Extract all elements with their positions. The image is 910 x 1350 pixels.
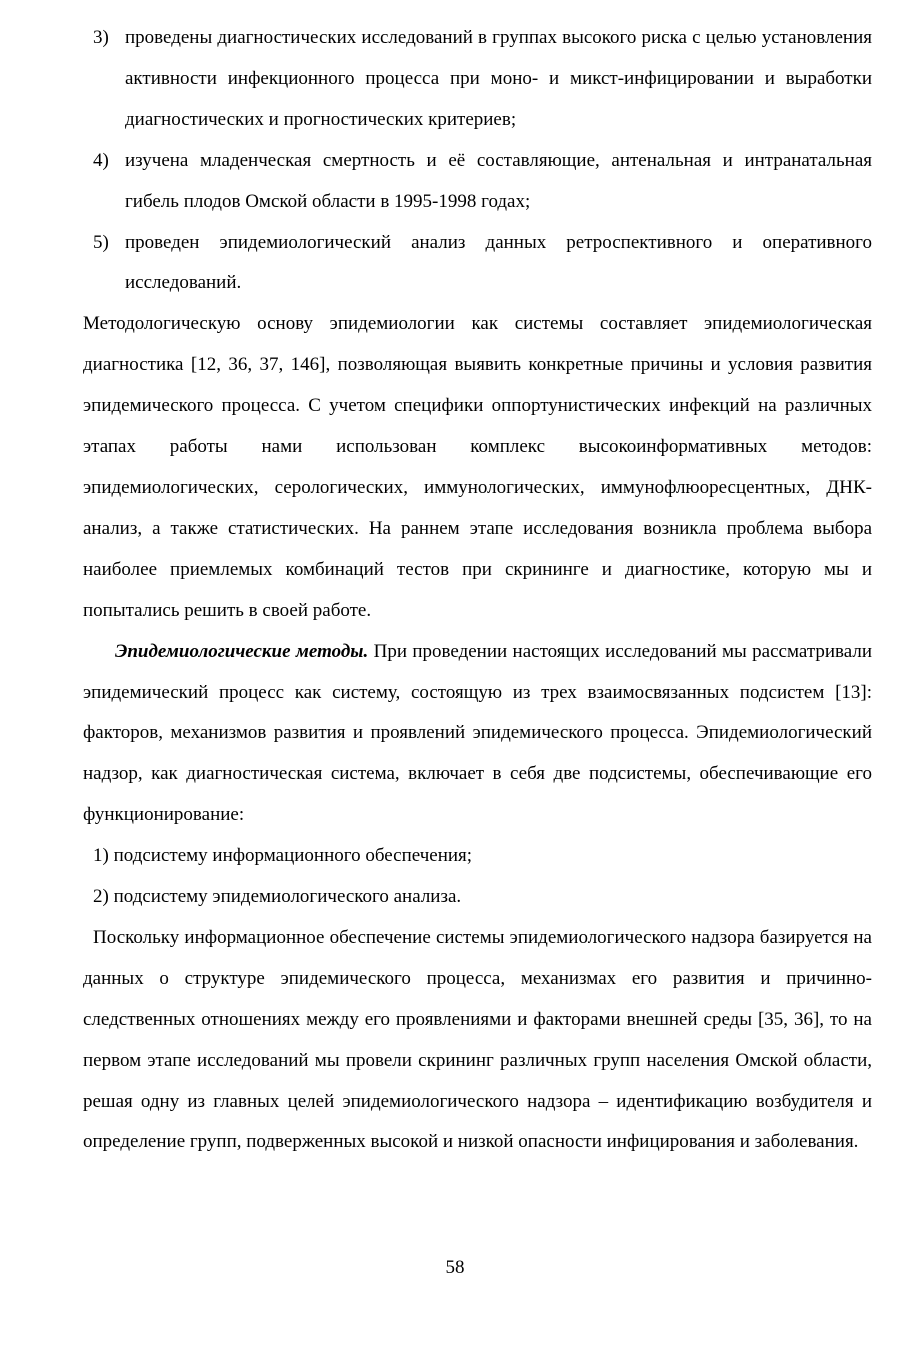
subsystem-item: 2) подсистему эпидемиологического анализа. xyxy=(93,886,462,908)
page-number: 58 xyxy=(445,1257,465,1278)
paragraph-methodology xyxy=(83,304,872,631)
subsystem-item: 1) подсистему информационного обеспечения; xyxy=(93,845,473,867)
paragraph-epidemiological-methods xyxy=(83,632,872,837)
list-item-number: 5) xyxy=(93,231,109,253)
list-item-text: изучена младенческая смертность и её составляющие, антенальная и интранатальная гибель плодов Омской области в 1995-1998 годах; xyxy=(125,149,872,212)
document-page xyxy=(83,18,872,1163)
paragraph-information-support xyxy=(83,918,872,1163)
paragraph-methodology-text: Методологическую основу эпидемиологии как системы составляет эпидемиологическая диагностика [12, 36, 37, 146], позволяющая выявить конкретные причины и условия развития эпидемического процесса. С учетом специфики оппортунистических инфекций на различных этапах работы нами использован комплекс высокоинформативных методов: эпидемиологических, серологических, иммунологических, иммунофлюоресцентных, ДНК-анализ, а также статистических. На раннем этапе исследования возникла проблема выбора наиболее приемлемых комбинаций тестов при скрининге и диагностике, которую мы и попытались решить в своей работе. xyxy=(83,313,872,621)
section-heading: Эпидемиологические методы. xyxy=(115,640,369,662)
list-item xyxy=(93,18,872,141)
paragraph-epidemiological-methods-text: При проведении настоящих исследований мы рассматривали эпидемический процесс как систему, состоящую из трех взаимосвязанных подсистем [13]: факторов, механизмов развития и проявлений эпидемического процесса. Эпидемиологический надзор, как диагностическая система, включает в себя две подсистемы, обеспечивающие его функционирование: xyxy=(83,640,872,826)
list-item xyxy=(93,141,872,223)
list-item xyxy=(93,223,872,305)
list-item-text: проведен эпидемиологический анализ данных ретроспективного и оперативного исследований. xyxy=(125,231,872,294)
paragraph-information-support-text: Поскольку информационное обеспечение системы эпидемиологического надзора базируется на данных о структуре эпидемического процесса, механизмах его развития и причинно-следственных отношениях между его проявлениями и факторами внешней среды [35, 36], то на первом этапе исследований мы провели скрининг различных групп населения Омской области, решая одну из главных целей эпидемиологического надзора – идентификацию возбудителя и определение групп, подверженных высокой и низкой опасности инфицирования и заболевания. xyxy=(83,926,872,1153)
list-item-number: 4) xyxy=(93,149,109,171)
list-item-text: проведены диагностических исследований в группах высокого риска с целью установления активности инфекционного процесса при моно- и микст-инфицировании и выработки диагностических и прогностических критериев; xyxy=(125,27,872,130)
list-item-number: 3) xyxy=(93,27,109,48)
